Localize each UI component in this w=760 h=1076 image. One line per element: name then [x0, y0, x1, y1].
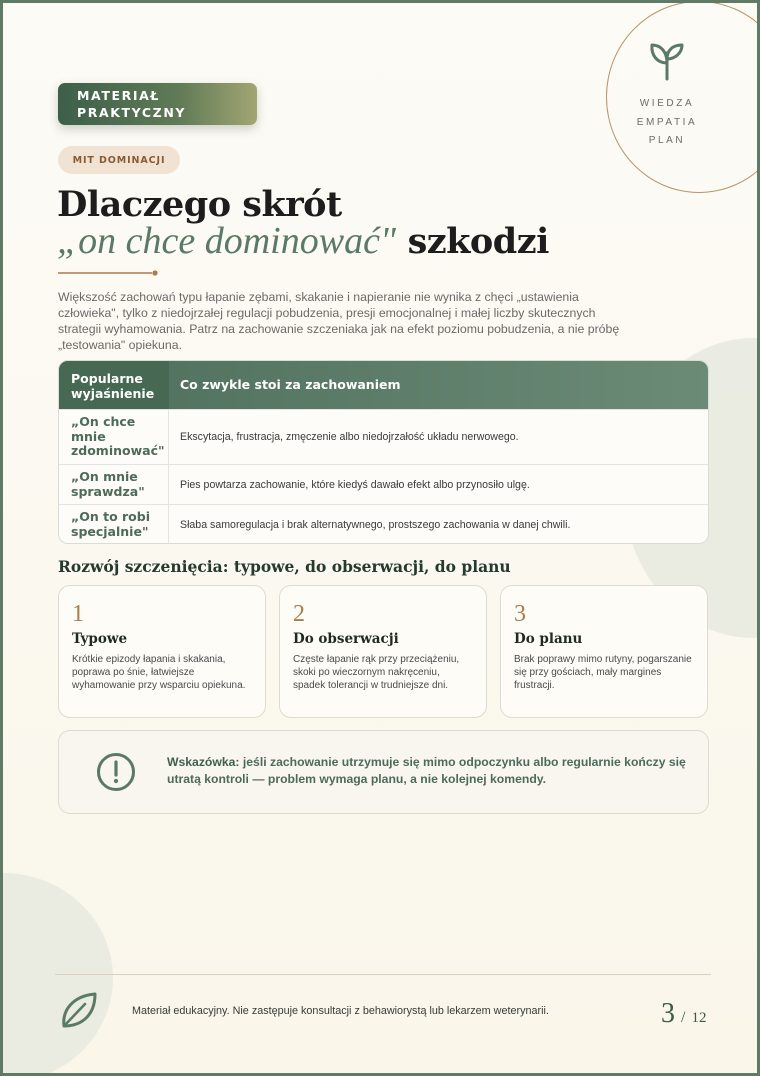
- page-separator: /: [681, 1009, 686, 1026]
- page-title: [57, 186, 617, 260]
- badge-line: MATERIAŁ: [77, 88, 160, 103]
- footer-disclaimer: Materiał edukacyjny. Nie zastępuje konsultacji z behawiorystą lub lekarzem weterynarii.: [132, 1005, 549, 1017]
- stage-card-observe: [279, 585, 487, 718]
- myth-cell: „On to robi specjalnie": [59, 505, 169, 544]
- tip-body: jeśli zachowanie utrzymuje się mimo odpoczynku albo regularnie kończy się utratą kontroli — problem wymaga planu, a nie kolejnej komendy.: [167, 755, 686, 786]
- card-title: Do planu: [514, 631, 583, 647]
- card-number: 3: [514, 601, 526, 627]
- total-pages: 12: [691, 1010, 707, 1026]
- myth-table: [58, 360, 709, 544]
- leaf-icon: [59, 990, 99, 1030]
- title-accent: „on chce dominować": [57, 220, 396, 262]
- reality-cell: Ekscytacja, frustracja, zmęczenie albo niedojrzałość układu nerwowego.: [180, 431, 519, 443]
- tip-box: [58, 730, 709, 814]
- corner-word: PLAN: [648, 135, 686, 146]
- card-number: 1: [72, 601, 84, 627]
- table-header: [59, 361, 708, 409]
- current-page: 3: [661, 998, 675, 1029]
- intro-paragraph: Większość zachowań typu łapanie zębami, skakanie i napieranie nie wynika z chęci „ustawienia człowieka", tylko z niedojrzałej regulacji pobudzenia, presji emocjonalnej i małej liczby skutecznych strategii wyhamowania. Patrz na zachowanie szczeniaka jak na efekt poziomu pobudzenia, a nie próbę „testowania" opiekuna.: [58, 290, 620, 352]
- card-number: 2: [293, 601, 305, 627]
- tip-text: [167, 754, 697, 788]
- sprout-icon: [649, 39, 685, 81]
- corner-word: WIEDZA: [639, 98, 695, 109]
- page-number: [661, 998, 706, 1030]
- corner-word: EMPATIA: [636, 116, 698, 128]
- card-description: Krótkie epizody łapania i skakania, poprawa po śnie, łatwiejsze wyhamowanie przy wsparciu opiekuna.: [72, 654, 246, 691]
- myth-cell: „On chce mnie zdominować": [59, 410, 169, 464]
- table-row: [59, 504, 708, 544]
- title-line1: Dlaczego skrót: [57, 184, 342, 225]
- reality-cell: Pies powtarza zachowanie, które kiedyś dawało efekt albo przynosiło ulgę.: [180, 478, 530, 491]
- badge-line: PRAKTYCZNY: [77, 105, 187, 120]
- card-title: Do obserwacji: [293, 631, 399, 647]
- reality-cell: Słaba samoregulacja i brak alternatywnego, prostszego zachowania w danej chwili.: [180, 518, 571, 531]
- title-rest: szkodzi: [395, 221, 549, 262]
- section-title: Rozwój szczenięcia: typowe, do obserwacji, do planu: [58, 557, 511, 576]
- corner-words: [613, 95, 721, 151]
- card-title: Typowe: [72, 631, 128, 647]
- stage-card-plan: [500, 585, 708, 718]
- myth-cell: „On mnie sprawdza": [59, 465, 169, 504]
- table-row: [59, 409, 708, 464]
- card-description: Brak poprawy mimo rutyny, pogarszanie się przy gościach, mały margines frustracji.: [514, 654, 692, 691]
- card-description: Częste łapanie rąk przy przeciążeniu, skoki po wieczornym nakręceniu, spadek tolerancji w trudniejsze dni.: [293, 654, 460, 691]
- exclamation-circle-icon: [95, 751, 137, 793]
- stage-card-typical: [58, 585, 266, 718]
- table-row: [59, 464, 708, 504]
- header-cell: Co zwykle stoi za zachowaniem: [180, 377, 401, 392]
- material-badge: [58, 83, 257, 125]
- tip-label: Wskazówka:: [167, 755, 240, 769]
- footer-divider: [55, 974, 711, 975]
- topic-tag: MIT DOMINACJI: [58, 146, 180, 174]
- title-divider: [58, 270, 158, 276]
- header-cell: Popularne wyjaśnienie: [59, 361, 169, 409]
